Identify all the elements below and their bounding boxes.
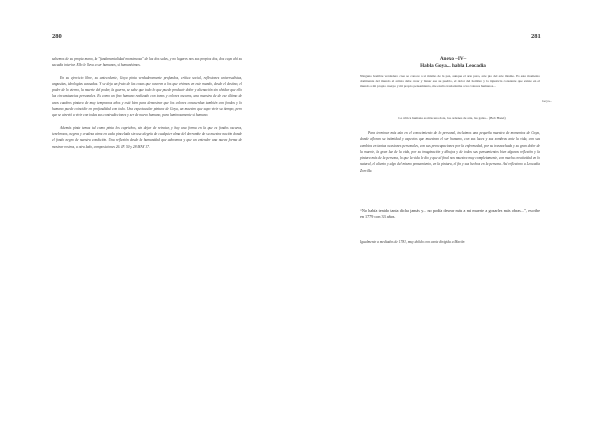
left-paragraph-3: Además pinta temas tal como pinta los caprichos, sin dejar de retratar, y hay una forma en la que es fondos oscuros, tenebrosos, negros y crudeza atroz en cada pincelada sin usa alegría de cualquier alma del derrumbe de su nuestra nación donde el fondo negro de nuestra condición. Una reflexión desde la humanidad que adoramos y que un entender una nueva forma de mostrar rostros, a otra lado, composiciones 26. IF. 50 y 28 MAY 17. [52, 125, 242, 149]
annex-title: Anexo –IV– [439, 56, 467, 62]
left-page-body [52, 56, 242, 156]
right-paragraph-1: Para terminar más aún en el conocimiento de lo personal, incluimos una pequeña muestra de momentos de Goya, donde afloran su intimidad y aspectos que muestran el ser humano, con sus luces y sus sombras ante la vida, con sus cambios en tantas ocasiones personales, con sus preocupaciones por la enfermedad, por su trasnochada y su gran dolor de la muerte, la gran luz de la vida, por su imaginación y dibujos y de todos sus pensamientos bien algunos reflexión y la pintura más de la persona, lo que la vida le dio y que al final nos muestra muy completamente, con mucha creatividad en lo natural, el aliento y algo del mismo pensamiento, en la pintura, el fin y sus hechos en la persona. Así reflexiono a Leocadia Zorrilla. [360, 131, 540, 173]
annex-subtitle: Habla Goya... habla Leocadia [420, 63, 486, 69]
annex-heading [360, 56, 546, 70]
opening-quote: Ninguno hombre verdadero cree se conoce a sí mismo de la paz, aunque el arte puro, arte pío del arte mismo. Es este momento dominante del mundo el artista debe crear y llenar esa su pueblo, el dolor del hombre y la injusticia constante que existe en el mundo a mi propio cuerpo y mi propio pensamiento, me exalto trasladarme a los valores humanos... [360, 74, 540, 89]
page-number-left: 280 [52, 33, 62, 40]
goya-quote: “No había tenido tanta dicha jamás y... no podía desear más a mi muerte a gozarles más obras...”, escribe en 1779 con 33 años. [360, 208, 540, 220]
page-number-right: 281 [531, 33, 541, 40]
left-paragraph-1: sabemos de su propia mano, la "fundamentalidad monstruosa" de las dos salas, y no lugares nos sus propios dos, dos cuya ahí su sacudia interior. Ello le lleva a ser humanos, sí humanísimos. [52, 57, 242, 68]
right-last-paragraph: Igualmente a mediados de 1781, muy dolido con carta dirigida a Martín [360, 240, 465, 244]
quote-signature: Goya... [542, 99, 552, 103]
right-page [300, 0, 600, 424]
secondary-quote: La crítica humana es más una dote, los ordenes de arte, las galas... (Bob Hazel) [398, 116, 506, 120]
left-paragraph-2: En su ejercicio libre, su antecedente, Goya pinta verdaderamente profundos, crítica social, reflexiones universalistas, angustias, ideologías acusadas. Y se deja un fruto de las cosas que ocurren a los que vivimos en este mundo, desde el destino, el poder de lo eterno, la muerte del poder, la guerra, se sabe que todo lo que puede producir dolor y alienación sin olvidar que ello las circunstancias personales. Es como un fino humano realizado con tonos y colores oscuros, una muestra de de ese último de unos cuadros pintura de muy tempranos años y está bien para demostrar que los colores concuerdan también con fondos y lo humano puede coincidir en profundidad con todo. Una espectacular pintura de Goya, un maestro que supo vivir su tiempo, pero que se atrevió a vivir con todas sus contradicciones y ser de nuevo humano, para luminosamente si humano. [52, 75, 242, 118]
right-page-body [360, 130, 540, 180]
